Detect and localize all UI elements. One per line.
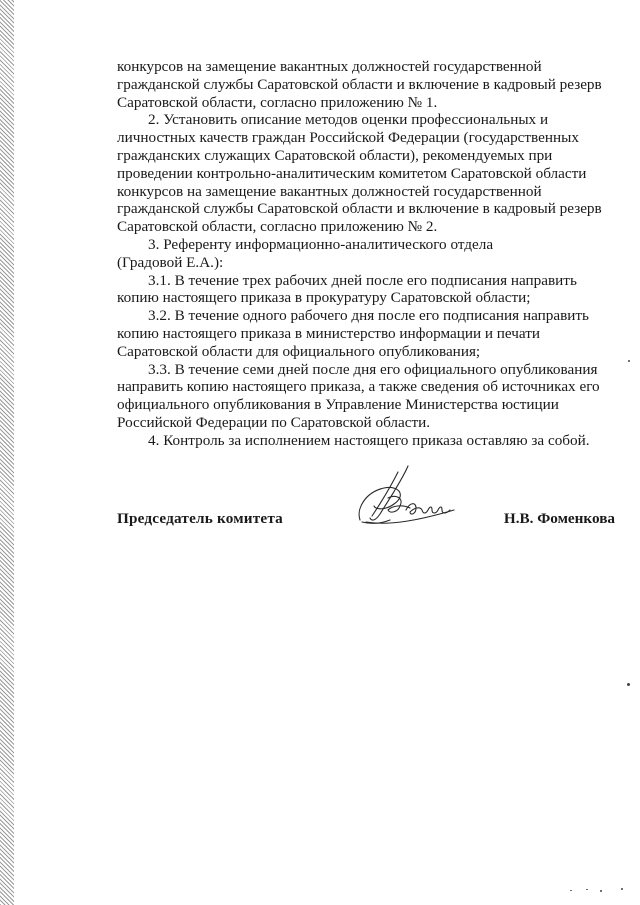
text-line: Российской Федерации по Саратовской области.: [117, 413, 431, 431]
scan-edge-texture: [0, 0, 14, 905]
text-line: гражданской службы Саратовской области и включение в кадровый резерв: [117, 200, 602, 218]
text-line: личностных качеств граждан Российской Федерации (государственных: [117, 129, 579, 147]
document-body: [117, 58, 609, 450]
paragraph-4: [117, 432, 609, 450]
text-line: 3.3. В течение семи дней после дня его официального опубликования: [148, 360, 598, 378]
scan-speck: [627, 683, 630, 686]
text-line: направить копию настоящего приказа, а также сведения об источниках его: [117, 378, 600, 396]
paragraph-3-3: [117, 361, 609, 432]
scan-speck: [628, 360, 630, 362]
paragraph-3-1: [117, 272, 609, 308]
text-line: копию настоящего приказа в прокуратуру Саратовской области;: [117, 289, 531, 307]
text-line: гражданской службы Саратовской области и включение в кадровый резерв: [117, 75, 602, 93]
text-line: 4. Контроль за исполнением настоящего приказа оставляю за собой.: [148, 431, 590, 449]
scan-speck: [600, 890, 602, 892]
paragraph-2: [117, 111, 609, 236]
handwritten-signature: [350, 458, 460, 538]
text-line: конкурсов на замещение вакантных должностей государственной: [117, 182, 542, 200]
paragraph-3: [117, 236, 609, 272]
scan-speck: [570, 890, 572, 891]
text-line: официального опубликования в Управление Министерства юстиции: [117, 396, 559, 414]
text-line: конкурсов на замещение вакантных должностей государственной: [117, 58, 542, 75]
text-line: Саратовской области, согласно приложению № 1.: [117, 93, 438, 111]
text-line: (Градовой Е.А.):: [117, 253, 224, 271]
text-line: 3.2. В течение одного рабочего дня после его подписания направить: [148, 307, 589, 325]
signatory-name: Н.В. Фоменкова: [503, 510, 615, 527]
signatory-role: Председатель комитета: [117, 510, 283, 527]
paragraph-1-continuation: [117, 58, 609, 111]
text-line: гражданских служащих Саратовской области), рекомендуемых при: [117, 146, 553, 164]
text-line: 3.1. В течение трех рабочих дней после его подписания направить: [148, 271, 577, 289]
scan-speck: [586, 889, 588, 890]
text-line: проведении контрольно-аналитическим комитетом Саратовской области: [117, 164, 587, 182]
text-line: Саратовской области, согласно приложению № 2.: [117, 218, 438, 236]
text-line: копию настоящего приказа в министерство информации и печати: [117, 324, 541, 342]
text-line: Саратовской области для официального опубликования;: [117, 342, 481, 360]
text-line: 3. Референту информационно-аналитического отдела: [148, 235, 494, 253]
scan-speck: [621, 888, 623, 890]
paragraph-3-2: [117, 307, 609, 360]
text-line: 2. Установить описание методов оценки профессиональных и: [148, 111, 549, 129]
